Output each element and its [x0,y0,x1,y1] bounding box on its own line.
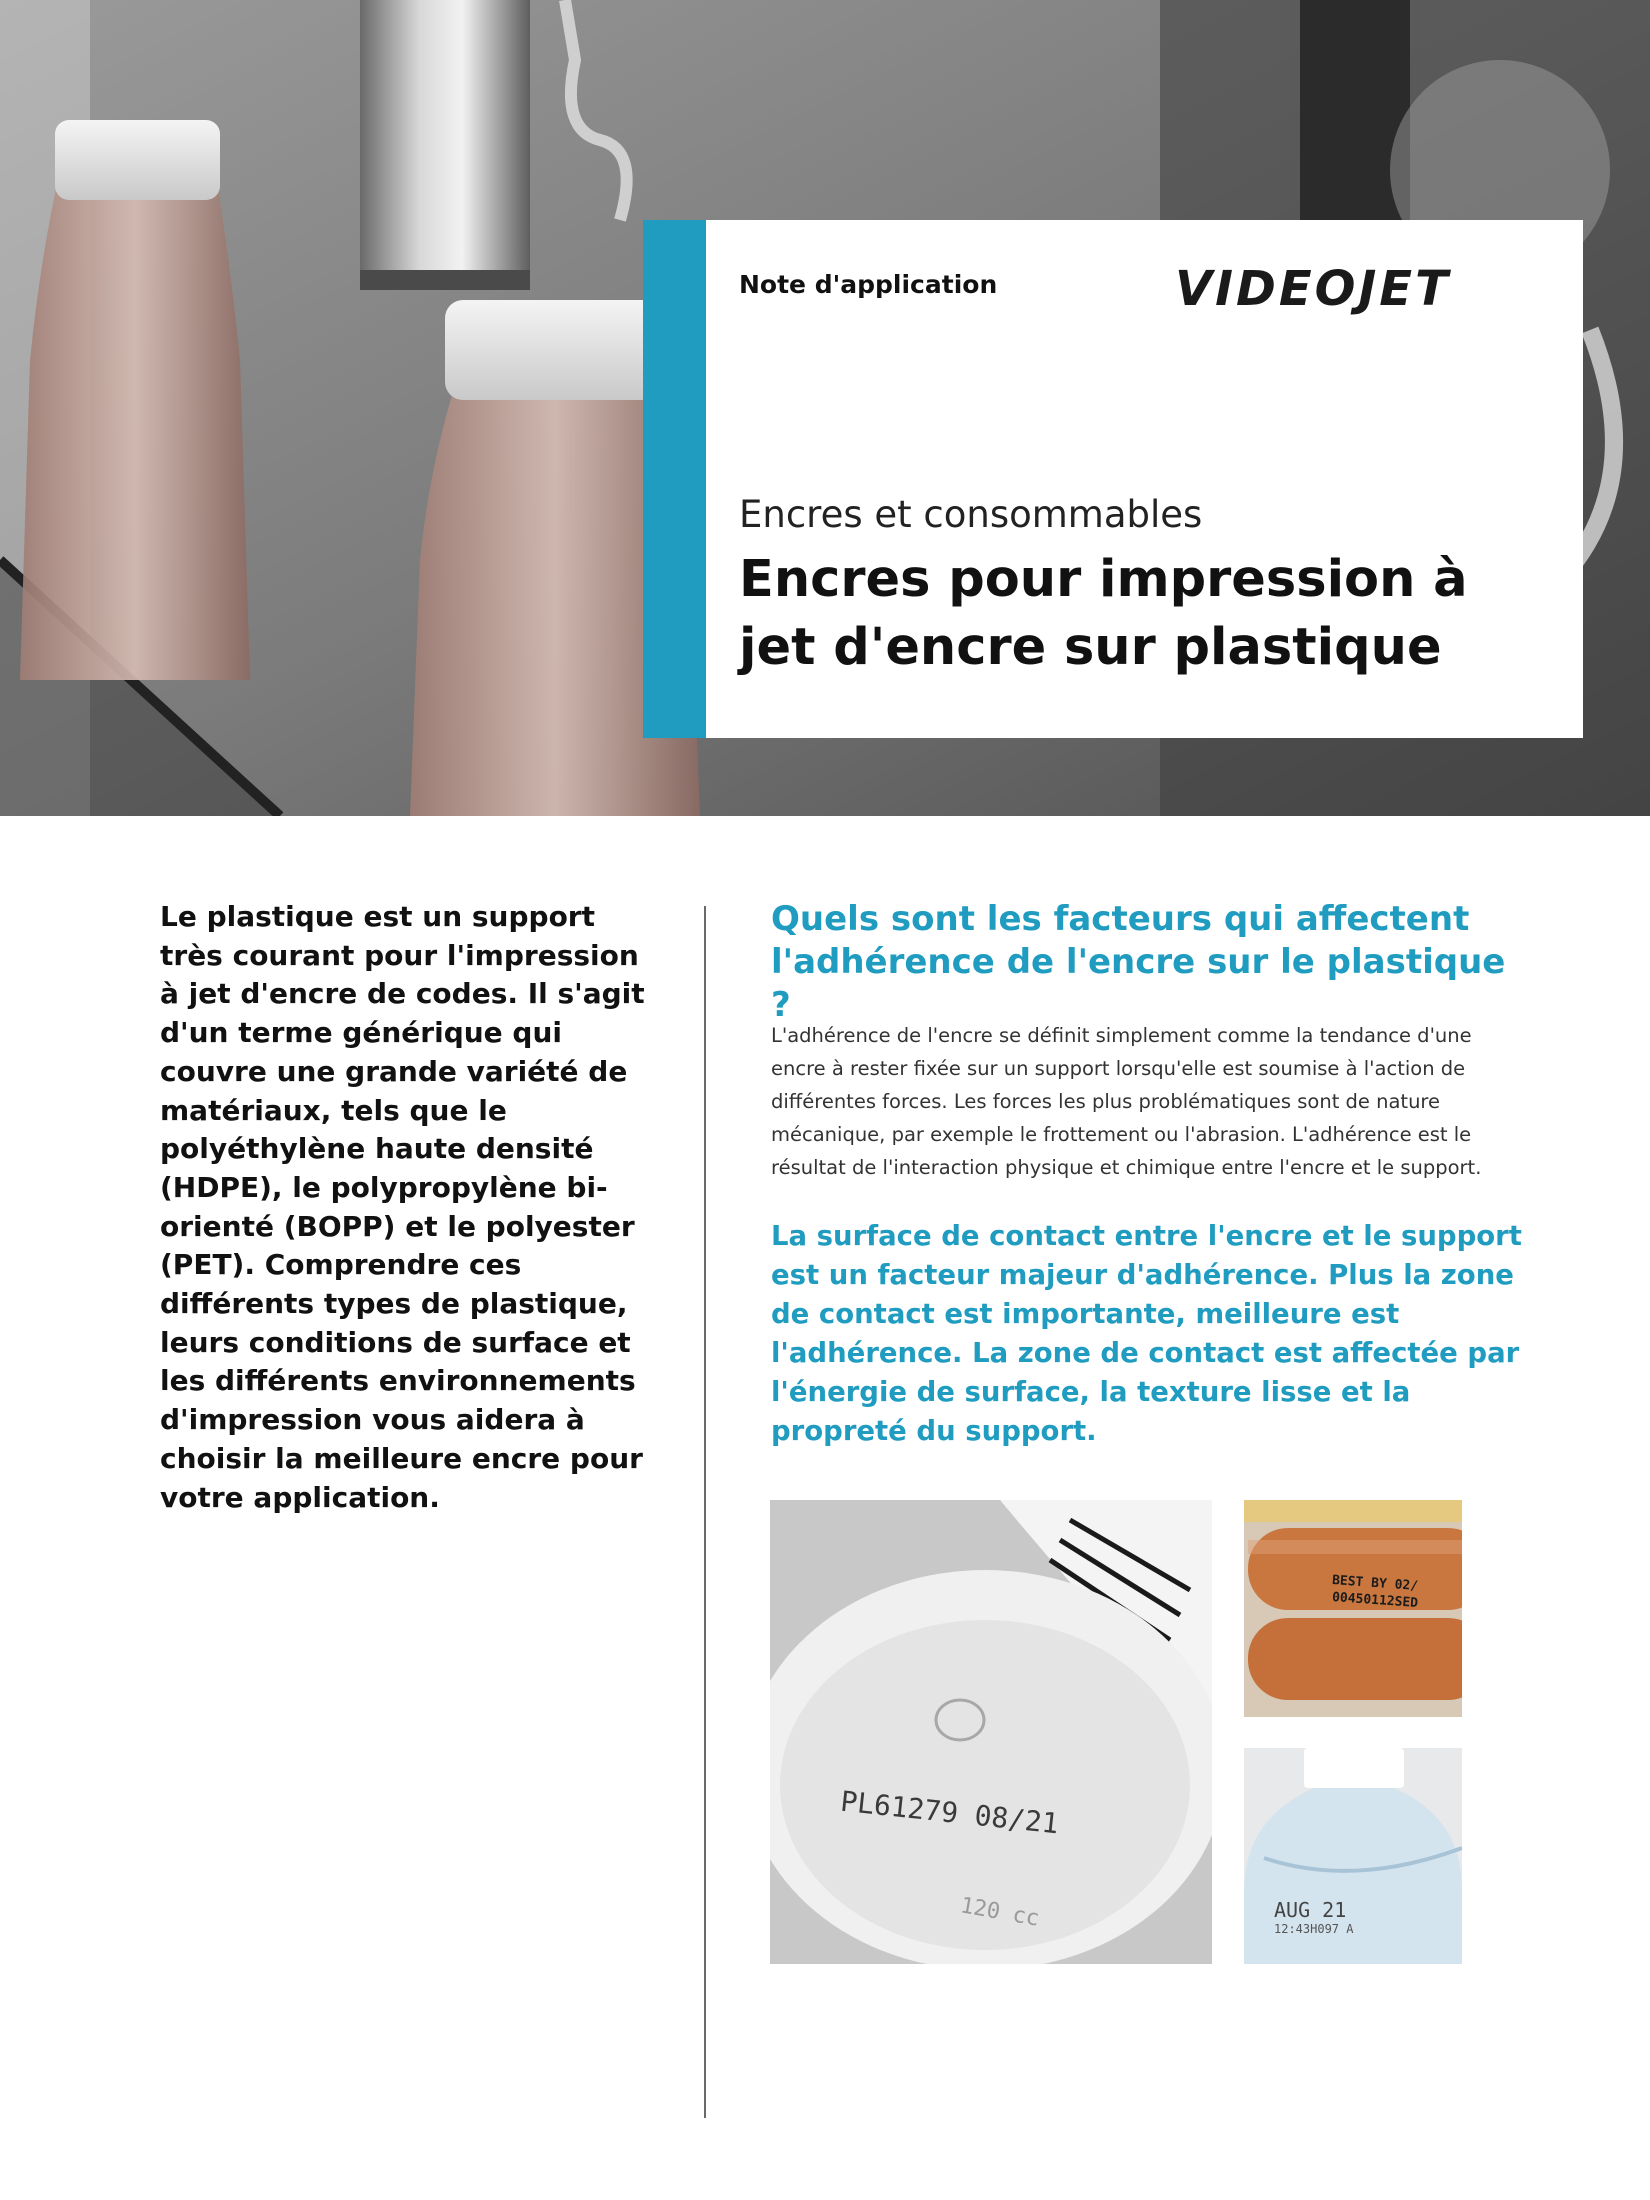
cap-print-code: PL61279 08/21 [838,1784,1061,1841]
cap-volume-mark: 120 cc [958,1893,1042,1932]
title-card [643,220,1583,738]
sausage-image [1244,1500,1462,1717]
photo-sausages [1244,1500,1462,1717]
category-label: Encres et consommables [739,493,1203,536]
sausage-code-line1: BEST BY 02/ [1331,1573,1419,1594]
photo-bottle-cap [770,1500,1212,1964]
column-divider [704,906,706,2118]
page-title: Encres pour impression à jet d'encre sur plastique [739,550,1468,677]
videojet-logo [643,220,1038,304]
document-type-label: Note d'application [739,270,998,299]
intro-paragraph: Le plastique est un support très courant pour l'impression à jet d'encre de codes. Il s'agit d'un terme générique qui couvre une grande variété de matériaux, tels que le polyéthylène haute densité (HDPE), le polypropylène bi-orienté (BOPP) et le polyester (PET). Comprendre ces différents types de plastique, leurs conditions de surface et les différents environnements d'impression vous aidera à choisir la meilleure encre pour votre application. [160,900,645,1514]
photo-water-bottle [1244,1748,1462,1964]
bottle-cap-image [770,1500,1212,1964]
section-heading: Quels sont les facteurs qui affectent l'adhérence de l'encre sur le plastique ? [771,899,1506,1025]
bottle-code-line2: 12:43H097 A [1274,1922,1354,1936]
highlight-paragraph: La surface de contact entre l'encre et le support est un facteur majeur d'adhérence. Plus la zone de contact est importante, meilleure est l'adhérence. La zone de contact est affectée par l'énergie de surface, la texture lisse et la propreté du support. [771,1220,1522,1447]
hero-banner [0,0,1650,816]
bottle-code-line1: AUG 21 [1274,1898,1347,1922]
brand-name: VIDEOJET [1175,261,1451,317]
section-body: L'adhérence de l'encre se définit simplement comme la tendance d'une encre à rester fixée sur un support lorsqu'elle est soumise à l'action de différentes forces. Les forces les plus problématiques sont de nature mécanique, par exemple le frottement ou l'abrasion. L'adhérence est le résultat de l'interaction physique et chimique entre l'encre et le support. [771,1024,1482,1179]
sausage-code-line2: 00450112SED [1331,1590,1419,1611]
